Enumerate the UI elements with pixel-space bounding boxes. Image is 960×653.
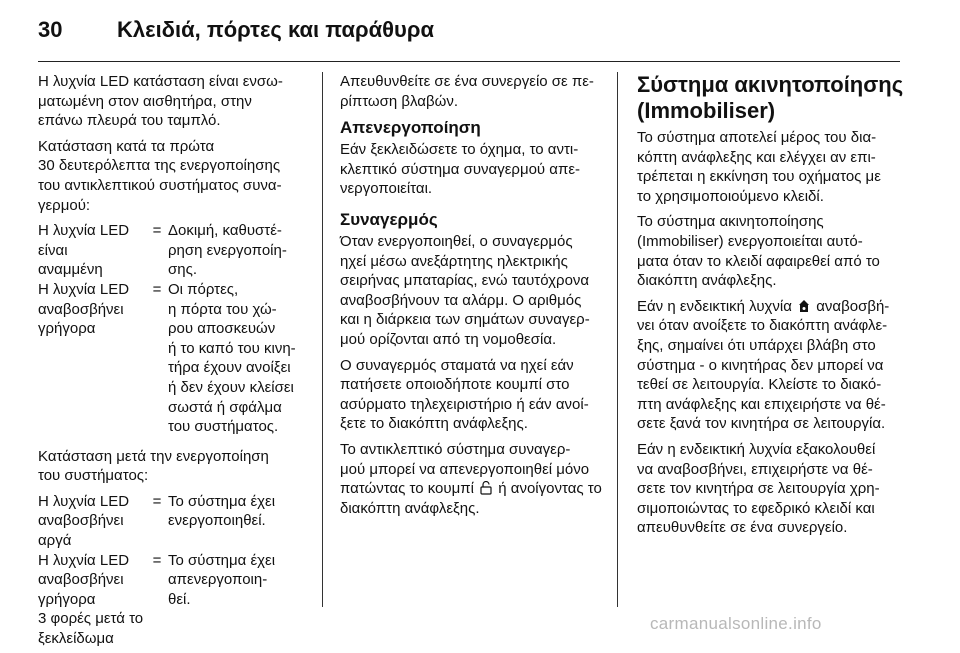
text-line: Ο συναγερμός σταματά να ηχεί εάν bbox=[340, 356, 574, 374]
text-line: ξεκλείδωμα bbox=[38, 630, 114, 648]
text-line: κλεπτικό σύστημα συναγερμού απε- bbox=[340, 160, 580, 178]
text-line: διακόπτη ανάφλεξης. bbox=[637, 272, 777, 290]
table-cell-condition bbox=[38, 221, 146, 280]
text-line: επάνω πλευρά του ταμπλό. bbox=[38, 112, 221, 130]
status-first-30s-paragraph bbox=[38, 137, 310, 215]
column-divider-2 bbox=[617, 72, 618, 607]
table-cell-meaning bbox=[168, 551, 310, 649]
workshop-paragraph bbox=[340, 72, 602, 111]
text-line: ηχεί μέσω ανεξάρτητης ηλεκτρικής bbox=[340, 252, 568, 270]
text-line: σης. bbox=[168, 261, 197, 279]
watermark: carmanualsonline.info bbox=[650, 614, 822, 633]
immobiliser-spare-key-paragraph bbox=[637, 440, 907, 538]
text-line: να αναβοσβήνει, επιχειρήστε να θέ- bbox=[637, 460, 873, 478]
text-line: μού ορίζονται από τη νομοθεσία. bbox=[340, 330, 557, 348]
text-line: Δοκιμή, καθυστέ- bbox=[168, 222, 282, 240]
text-line: Εάν η ενδεικτική λυχνία εξακολουθεί bbox=[637, 440, 876, 458]
text-line: Οι πόρτες, bbox=[168, 280, 239, 298]
text-line: μού μπορεί να απενεργοποιηθεί μόνο bbox=[340, 460, 590, 478]
column-2 bbox=[340, 72, 602, 524]
text-line: Η λυχνία LED bbox=[38, 551, 130, 569]
text-line: Όταν ενεργοποιηθεί, ο συναγερμός bbox=[340, 232, 573, 250]
text-line: και η διάρκεια των σημάτων συναγερ- bbox=[340, 311, 590, 329]
page-number: 30 bbox=[38, 17, 63, 42]
text-line: ματα όταν το κλειδί αφαιρεθεί από το bbox=[637, 252, 880, 270]
text-line: πατήσετε οποιοδήποτε κουμπί στο bbox=[340, 376, 570, 394]
text-line: ενεργοποιηθεί. bbox=[168, 512, 266, 530]
header-divider bbox=[38, 61, 900, 62]
text-line: αργά bbox=[38, 532, 72, 550]
text-line: αναβοσβήνουν τα αλάρμ. Ο αριθμός bbox=[340, 291, 582, 309]
text-line: Το σύστημα έχει bbox=[168, 551, 276, 569]
table-cell-condition bbox=[38, 492, 146, 551]
text-line: είναι bbox=[38, 241, 68, 259]
text-line: σιμοποιώντας το εφεδρικό κλειδί και bbox=[637, 499, 875, 517]
text-line: η πόρτα του χώ- bbox=[168, 300, 277, 318]
column-1 bbox=[38, 72, 310, 653]
text-line: ξης, σημαίνει ότι υπάρχει βλάβη στο bbox=[637, 336, 876, 354]
table-cell-equals: = bbox=[152, 280, 162, 298]
text-segment: πατώντας το κουμπί bbox=[340, 480, 474, 498]
alarm-disable-paragraph bbox=[340, 440, 602, 518]
text-line: Το σύστημα ακινητοποίησης bbox=[637, 213, 824, 231]
table-cell-meaning bbox=[168, 280, 310, 437]
text-line: απενεργοποιη- bbox=[168, 571, 268, 589]
text-line bbox=[340, 479, 602, 499]
text-line: Κατάσταση κατά τα πρώτα bbox=[38, 137, 215, 155]
page-header bbox=[0, 0, 960, 62]
table-cell-equals: = bbox=[152, 492, 162, 510]
text-line bbox=[637, 297, 907, 317]
text-line: αναβοσβήνει bbox=[38, 300, 124, 318]
alarm-paragraph bbox=[340, 232, 602, 350]
text-line: αναβοσβήνει bbox=[38, 571, 124, 589]
column-3 bbox=[637, 72, 907, 544]
heading-line: (Immobiliser) bbox=[637, 98, 776, 123]
text-line: ρηση ενεργοποίη- bbox=[168, 241, 287, 259]
section-heading-deactivation: Απενεργοποίηση bbox=[340, 118, 481, 138]
text-line: Εάν ξεκλειδώσετε το όχημα, το αντι- bbox=[340, 141, 579, 159]
text-line: θεί. bbox=[168, 590, 191, 608]
table-cell-equals: = bbox=[152, 222, 162, 240]
text-line: του αντικλεπτικού συστήματος συνα- bbox=[38, 176, 282, 194]
text-segment: Εάν η ενδεικτική λυχνία bbox=[637, 297, 792, 315]
text-line: σειρήνας μπαταρίας, ενώ ταυτόχρονα bbox=[340, 272, 590, 290]
text-line: ματωμένη στον αισθητήρα, στην bbox=[38, 92, 252, 110]
text-line: πτη ανάφλεξης και επιχειρήστε να θέ- bbox=[637, 395, 886, 413]
page-title: Κλειδιά, πόρτες και παράθυρα bbox=[117, 17, 434, 42]
table-cell-meaning bbox=[168, 492, 310, 551]
text-line: το χρησιμοποιούμενο κλειδί. bbox=[637, 187, 824, 205]
text-line: νει όταν ανοίξετε το διακόπτη ανάφλε- bbox=[637, 317, 888, 335]
text-line: Κατάσταση μετά την ενεργοποίηση bbox=[38, 447, 269, 465]
text-line: Η λυχνία LED bbox=[38, 492, 130, 510]
text-line: του συστήματος. bbox=[168, 418, 279, 436]
text-line: ρου αποσκευών bbox=[168, 320, 276, 338]
text-line: τρέπεται η εκκίνηση του οχήματος με bbox=[637, 168, 881, 186]
text-line: Η λυχνία LED κατάσταση είναι ενσω- bbox=[38, 73, 283, 90]
text-line: σετε τον κινητήρα σε λειτουργία χρη- bbox=[637, 480, 880, 498]
text-line: γρήγορα bbox=[38, 320, 96, 338]
table-cell-equals: = bbox=[152, 551, 162, 569]
text-line: σύστημα - ο κινητήρας δεν μπορεί να bbox=[637, 356, 884, 374]
immobiliser-activation-paragraph bbox=[637, 212, 907, 290]
immobiliser-warning-icon bbox=[798, 299, 810, 313]
text-line: τήρα έχουν ανοίξει bbox=[168, 359, 291, 377]
text-line: αναμμένη bbox=[38, 261, 103, 279]
text-line: τεθεί σε λειτουργία. Κλείστε το διακό- bbox=[637, 376, 882, 394]
immobiliser-fault-paragraph bbox=[637, 297, 907, 434]
deactivation-paragraph bbox=[340, 140, 602, 199]
alarm-stop-paragraph bbox=[340, 356, 602, 434]
text-line: 3 φορές μετά το bbox=[38, 610, 144, 628]
text-line: ή το καπό του κινη- bbox=[168, 339, 296, 357]
text-line: αναβοσβήνει bbox=[38, 512, 124, 530]
text-line: Το σύστημα αποτελεί μέρος του δια- bbox=[637, 129, 877, 146]
text-line: ρίπτωση βλαβών. bbox=[340, 92, 458, 110]
text-line: 30 δευτερόλεπτα της ενεργοποίησης bbox=[38, 157, 281, 175]
text-line: Το σύστημα έχει bbox=[168, 492, 276, 510]
led-status-table-2 bbox=[38, 492, 310, 649]
section-heading-immobiliser bbox=[637, 72, 907, 124]
led-intro-paragraph bbox=[38, 72, 310, 131]
text-line: Απευθυνθείτε σε ένα συνεργείο σε πε- bbox=[340, 73, 594, 90]
text-segment: ή ανοίγοντας το bbox=[498, 480, 602, 498]
column-divider-1 bbox=[322, 72, 323, 607]
text-line: σωστά ή σφάλμα bbox=[168, 398, 282, 416]
text-line: νεργοποιείται. bbox=[340, 180, 433, 198]
immobiliser-intro-paragraph bbox=[637, 128, 907, 206]
text-segment: αναβοσβή- bbox=[816, 297, 890, 315]
text-line: ή δεν έχουν κλείσει bbox=[168, 378, 294, 396]
text-line: Το αντικλεπτικό σύστημα συναγερ- bbox=[340, 440, 571, 458]
table-cell-meaning bbox=[168, 221, 310, 280]
heading-line: Σύστημα ακινητοποίησης bbox=[637, 72, 904, 97]
status-after-activation-paragraph bbox=[38, 447, 310, 486]
text-line: του συστήματος: bbox=[38, 467, 149, 485]
text-line: ξετε το διακόπτη ανάφλεξης. bbox=[340, 415, 528, 433]
table-cell-condition bbox=[38, 551, 146, 649]
text-line: Η λυχνία LED bbox=[38, 280, 130, 298]
text-line: Η λυχνία LED bbox=[38, 222, 130, 240]
text-line: (Immobiliser) ενεργοποιείται αυτό- bbox=[637, 232, 863, 250]
text-line: κόπτη ανάφλεξης και ελέγχει αν επι- bbox=[637, 148, 876, 166]
text-line: γρήγορα bbox=[38, 590, 96, 608]
text-line: απευθυνθείτε σε ένα συνεργείο. bbox=[637, 519, 848, 537]
text-line: ασύρματο τηλεχειριστήριο ή εάν ανοί- bbox=[340, 395, 589, 413]
text-line: διακόπτη ανάφλεξης. bbox=[340, 499, 480, 517]
text-line: σετε ξανά τον κινητήρα σε λειτουργία. bbox=[637, 415, 886, 433]
text-line: γερμού: bbox=[38, 196, 91, 214]
table-cell-condition bbox=[38, 280, 146, 437]
unlock-button-icon bbox=[480, 481, 492, 495]
led-status-table-1 bbox=[38, 221, 310, 437]
section-heading-alarm: Συναγερμός bbox=[340, 209, 438, 229]
